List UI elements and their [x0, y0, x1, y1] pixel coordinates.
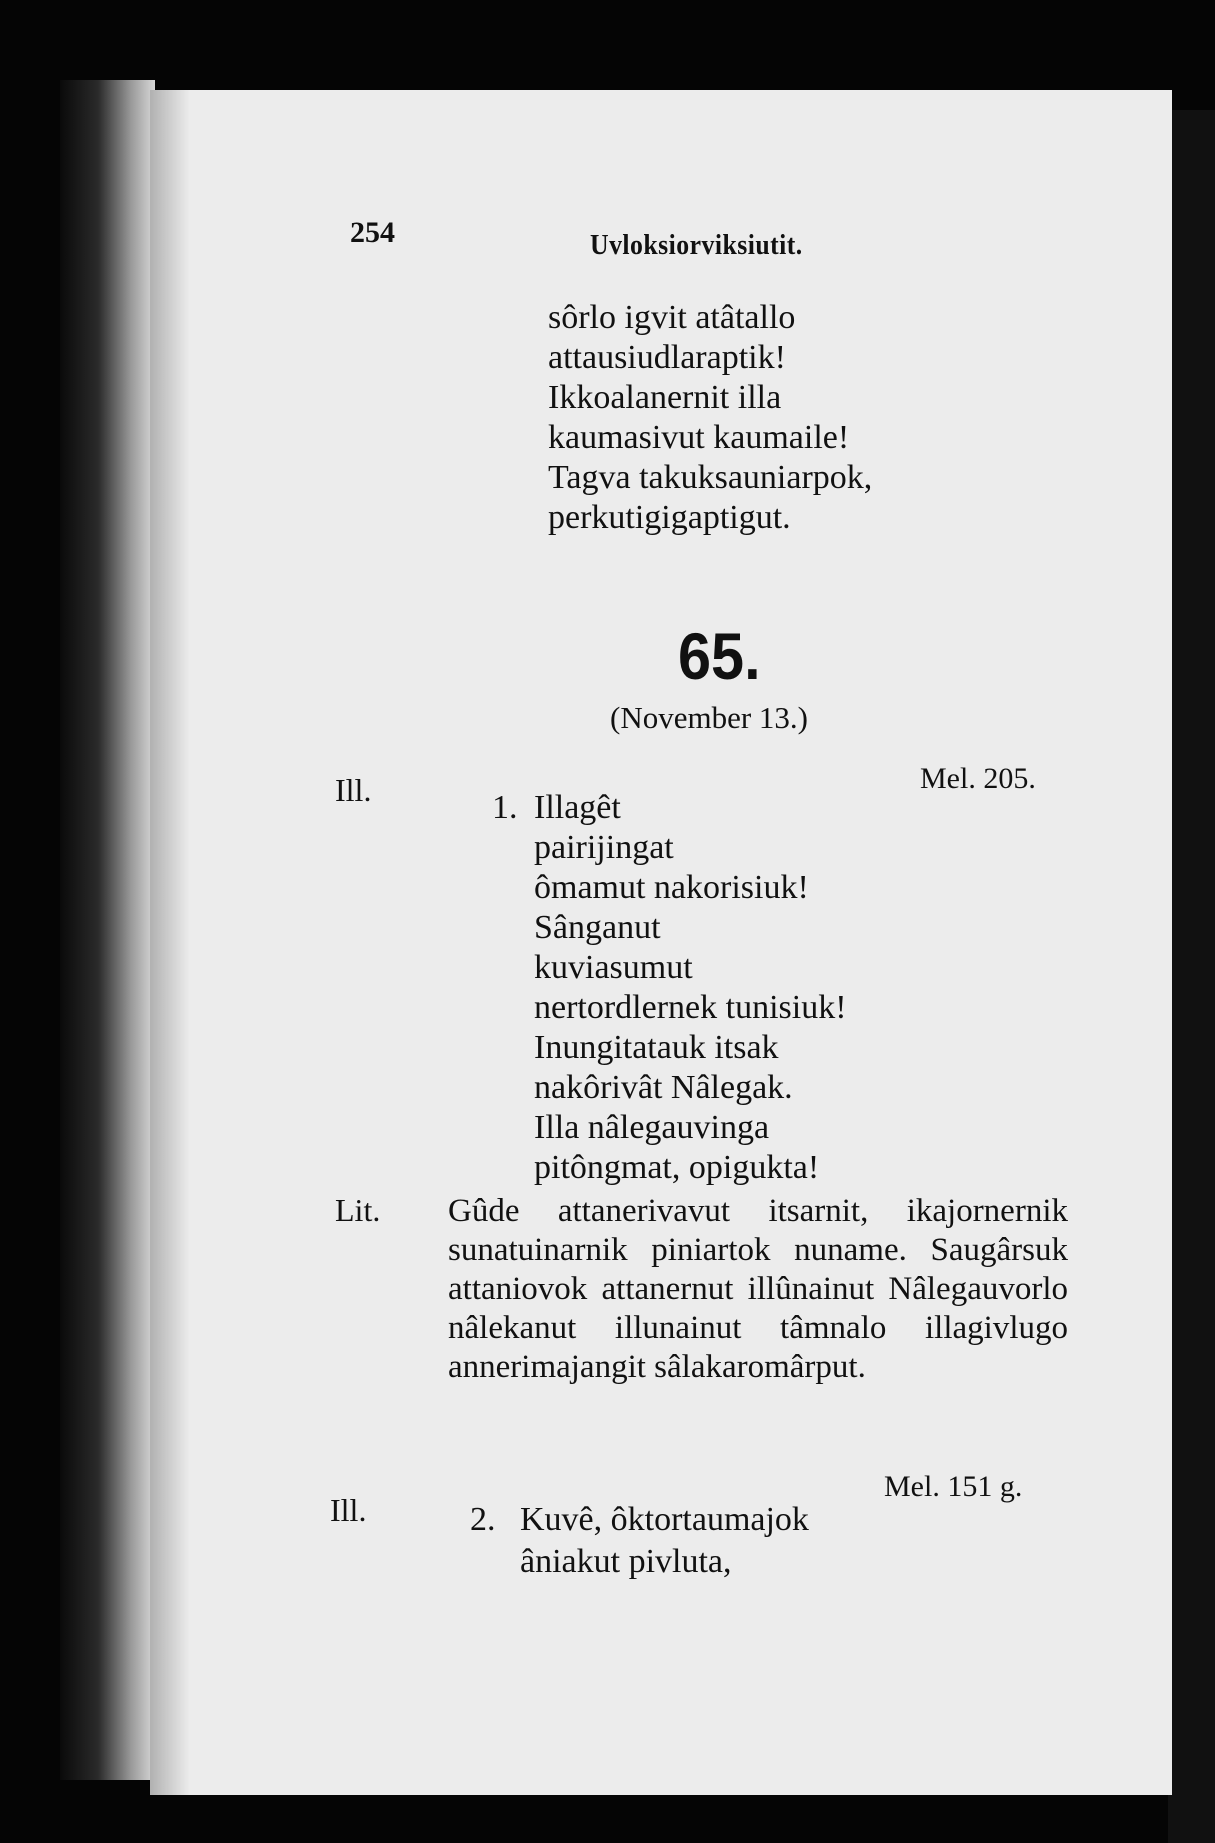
- verse-line: perkutigigaptigut.: [548, 499, 791, 536]
- verse-number: 1.: [492, 789, 518, 826]
- verse-line: Illa nâlegauvinga: [534, 1109, 770, 1146]
- verse-line: Sânganut: [534, 909, 661, 946]
- verse-line: Inungitatauk itsak: [534, 1029, 779, 1066]
- hymn-number: 65.: [678, 619, 761, 693]
- margin-label-lit: Lit.: [335, 1192, 381, 1228]
- verse-line: Tagva takuksauniarpok,: [548, 459, 873, 496]
- gutter-shadow: [150, 90, 190, 1795]
- verse-line: nertordlernek tunisiuk!: [534, 989, 847, 1026]
- verse-line: Illagêt: [534, 789, 621, 826]
- verse-line: attausiudlaraptik!: [548, 339, 786, 376]
- verse-number: 2.: [470, 1501, 496, 1538]
- verse-line: nakôrivât Nâlegak.: [534, 1069, 793, 1106]
- verse-line: Ikkoalanernit illa: [548, 379, 782, 416]
- verse-line: kaumasivut kaumaile!: [548, 419, 850, 456]
- page-number: 254: [350, 216, 395, 249]
- book-spine: [60, 80, 155, 1780]
- verse-line: sôrlo igvit atâtallo: [548, 299, 796, 336]
- melody-reference: Mel. 205.: [920, 762, 1036, 795]
- verse-line: pairijingat: [534, 829, 674, 866]
- melody-reference: Mel. 151 g.: [884, 1470, 1023, 1503]
- verse-line: Kuvê, ôktortaumajok: [520, 1501, 809, 1538]
- verse-line: kuviasumut: [534, 949, 693, 986]
- running-head: Uvloksiorviksiutit.: [590, 230, 803, 261]
- margin-label-ill: Ill.: [330, 1492, 367, 1528]
- next-page-edge: [1168, 110, 1215, 1843]
- verse-line: âniakut pivluta,: [520, 1543, 732, 1580]
- verse-line: pitôngmat, opigukta!: [534, 1149, 820, 1186]
- margin-label-ill: Ill.: [335, 772, 372, 808]
- hymn-date: (November 13.): [610, 700, 808, 735]
- liturgy-text: Gûde attanerivavut itsarnit, ikajornernik sunatuinarnik piniartok nuname. Saugârsuk attaniovok attanernut illûnainut Nâlegauvorlo nâlekanut illunainut tâmnalo illagivlugo annerimajangit sâlakaromârput.: [448, 1193, 1068, 1385]
- verse-line: ômamut nakorisiuk!: [534, 869, 809, 906]
